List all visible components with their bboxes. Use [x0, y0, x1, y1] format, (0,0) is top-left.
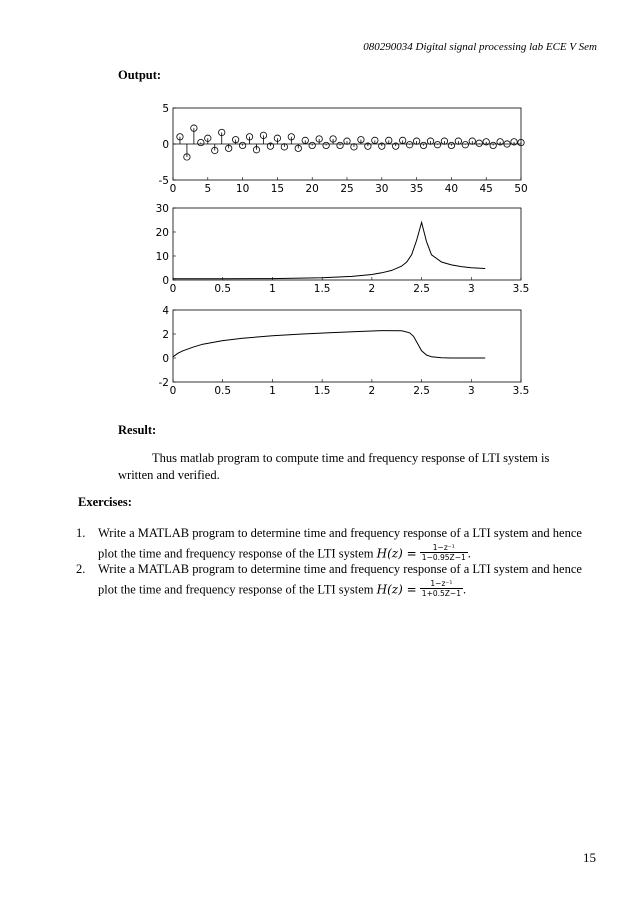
exercise-number: 2. — [76, 562, 86, 576]
transfer-function-denominator: 1+0.5Z−1 — [421, 589, 461, 598]
x-tick-label: 45 — [479, 183, 493, 195]
exercise-line2 — [98, 581, 604, 600]
x-tick-label: 35 — [409, 183, 424, 195]
sentence-end: . — [467, 546, 471, 561]
x-tick-label: 10 — [235, 183, 250, 195]
x-tick-label: 0 — [169, 183, 177, 195]
exercise-item-1 — [78, 525, 604, 564]
x-tick-label: 2 — [368, 385, 376, 397]
stem-marker — [323, 142, 329, 148]
x-tick-label: 1.5 — [313, 283, 331, 295]
x-tick-label: 15 — [270, 183, 285, 195]
y-tick-label: 0 — [162, 353, 169, 365]
page-number: 15 — [583, 850, 596, 865]
y-tick-label: 0 — [162, 139, 169, 151]
x-tick-label: 25 — [340, 183, 354, 195]
x-tick-label: 0.5 — [214, 283, 232, 295]
result-heading: Result: — [118, 423, 157, 437]
y-tick-label: -5 — [158, 175, 169, 187]
stem-marker — [337, 142, 343, 148]
magnitude-plot-axes — [173, 208, 521, 280]
stem-marker — [420, 142, 426, 148]
x-tick-label: 0 — [169, 385, 177, 397]
result-text-line2: written and verified. — [118, 468, 220, 482]
y-tick-label: 2 — [162, 329, 169, 341]
y-tick-label: 10 — [155, 251, 169, 263]
transfer-function-lhs: H(z) = — [376, 546, 417, 561]
exercise-item-2 — [78, 561, 604, 600]
y-tick-label: 30 — [155, 203, 169, 215]
stem-marker — [490, 142, 496, 148]
response-curve — [173, 222, 485, 278]
exercise-line2-prefix: plot the time and frequency response of the LTI system — [98, 546, 374, 561]
transfer-function-numerator: 1−z⁻¹ — [420, 579, 463, 589]
x-tick-label: 3 — [467, 385, 475, 397]
y-tick-label: 4 — [162, 305, 169, 317]
output-figure — [138, 98, 538, 408]
x-tick-label: 5 — [204, 183, 212, 195]
exercise-line1: Write a MATLAB program to determine time and frequency response of a LTI system and hence — [98, 526, 582, 540]
x-tick-label: 1.5 — [313, 385, 331, 397]
y-tick-label: 0 — [162, 275, 169, 287]
exercises-heading: Exercises: — [78, 495, 132, 509]
x-tick-label: 2 — [368, 283, 376, 295]
stem-marker — [309, 142, 315, 148]
response-curve — [173, 331, 485, 358]
stem-marker — [198, 139, 204, 145]
x-tick-label: 30 — [375, 183, 389, 195]
x-tick-label: 50 — [514, 183, 528, 195]
stem-marker — [448, 142, 454, 148]
transfer-function-numerator: 1−z⁻¹ — [420, 543, 468, 553]
exercise-line2-prefix: plot the time and frequency response of the LTI system — [98, 582, 374, 597]
transfer-function-denominator: 1−0.95Z−1 — [421, 553, 466, 562]
x-tick-label: 0.5 — [214, 385, 232, 397]
result-text-line1: Thus matlab program to compute time and frequency response of LTI system is — [152, 451, 550, 465]
x-tick-label: 1 — [269, 283, 276, 295]
page-header: 080290034 Digital signal processing lab ECE V Sem — [363, 41, 597, 53]
exercise-line1: Write a MATLAB program to determine time and frequency response of a LTI system and hence — [98, 562, 582, 576]
y-tick-label: 5 — [162, 103, 169, 115]
x-tick-label: 3.5 — [512, 283, 530, 295]
x-tick-label: 0 — [169, 283, 177, 295]
x-tick-label: 1 — [269, 385, 276, 397]
y-tick-label: -2 — [158, 377, 169, 389]
phase-plot-axes — [173, 310, 521, 382]
x-tick-label: 20 — [305, 183, 319, 195]
exercise-number: 1. — [76, 526, 86, 540]
y-tick-label: 20 — [155, 227, 169, 239]
stem-marker — [239, 142, 245, 148]
output-heading: Output: — [118, 68, 162, 82]
x-tick-label: 3.5 — [512, 385, 530, 397]
x-tick-label: 2.5 — [413, 385, 430, 397]
transfer-function-fraction — [420, 543, 468, 562]
transfer-function-fraction — [420, 579, 463, 598]
x-tick-label: 2.5 — [413, 283, 430, 295]
x-tick-label: 40 — [444, 183, 459, 195]
sentence-end: . — [462, 582, 467, 597]
x-tick-label: 3 — [467, 283, 475, 295]
transfer-function-lhs: H(z) = — [376, 582, 417, 597]
